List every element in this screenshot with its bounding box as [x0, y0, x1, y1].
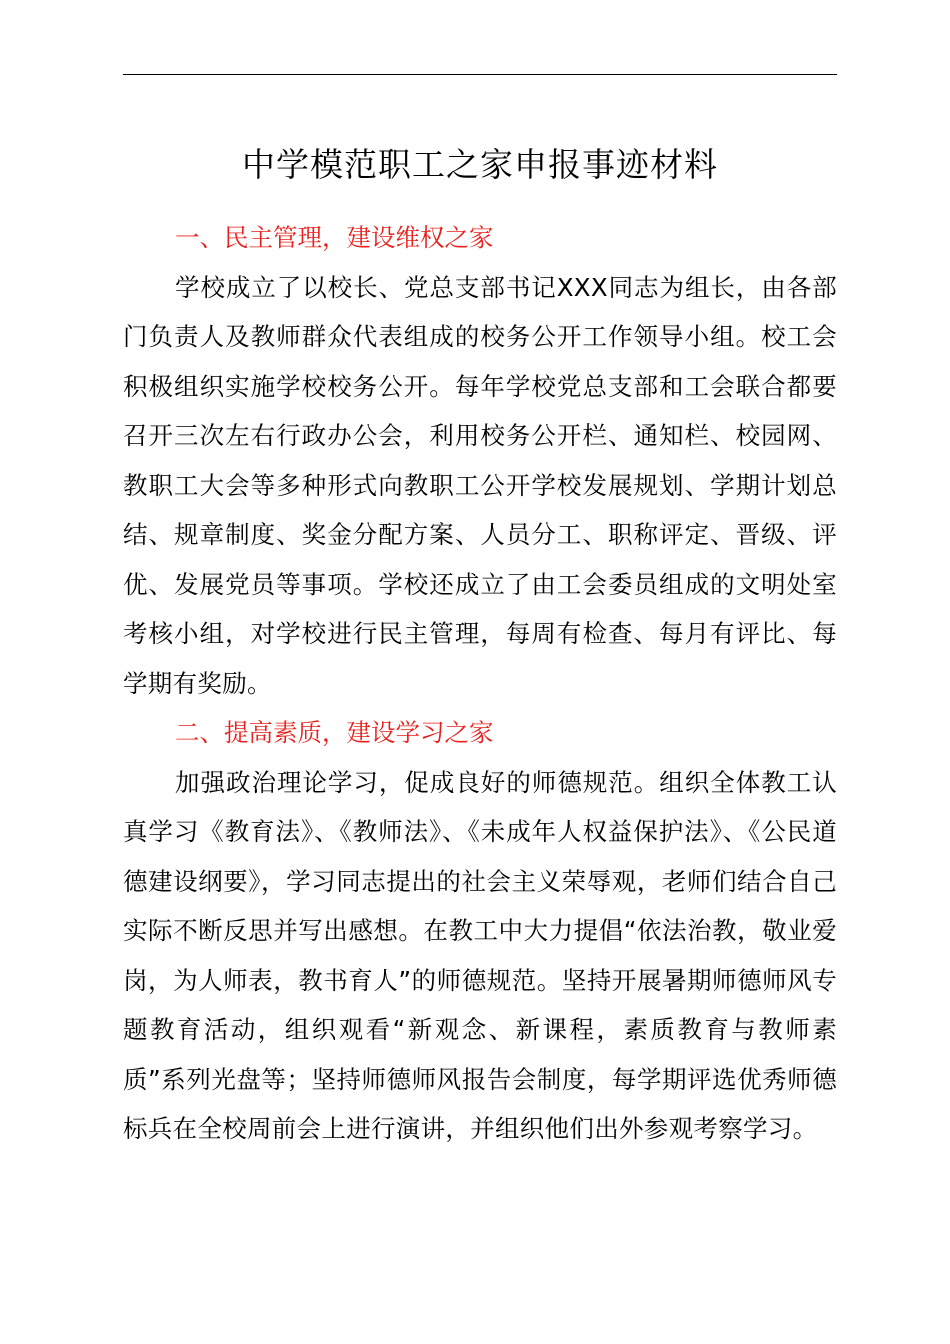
section-improve-quality — [123, 708, 837, 1154]
section-democratic-management — [123, 213, 837, 708]
section-heading: 一、民主管理，建设维权之家 — [175, 223, 494, 252]
section-paragraph: 加强政治理论学习，促成良好的师德规范。组织全体教工认真学习《教育法》、《教师法》、《未成年人权益保护法》、《公民道德建设纲要》，学习同志提出的社会主义荣辱观，老师们结合自己实际不断反思并写出感想。在教工中大力提倡“依法治教，敬业爱岗，为人师表，教书育人”的师德规范。坚持开展暑期师德师风专题教育活动，组织观看“新观念、新课程，素质教育与教师素质”系列光盘等；坚持师德师风报告会制度，每学期评选优秀师德标兵在全校周前会上进行演讲，并组织他们出外参观考察学习。 — [123, 767, 837, 1143]
header-rule — [123, 74, 837, 75]
section-paragraph: 学校成立了以校长、党总支部书记XXX同志为组长，由各部门负责人及教师群众代表组成的校务公开工作领导小组。校工会积极组织实施学校校务公开。每年学校党总支部和工会联合都要召开三次左右行政办公会，利用校务公开栏、通知栏、校园网、教职工大会等多种形式向教职工公开学校发展规划、学期计划总结、规章制度、奖金分配方案、人员分工、职称评定、晋级、评优、发展党员等事项。学校还成立了由工会委员组成的文明处室考核小组，对学校进行民主管理，每周有检查、每月有评比、每学期有奖励。 — [123, 272, 837, 698]
document-title: 中学模范职工之家申报事迹材料 — [242, 145, 718, 184]
section-heading: 二、提高素质，建设学习之家 — [175, 718, 494, 747]
document-body — [123, 213, 837, 1154]
